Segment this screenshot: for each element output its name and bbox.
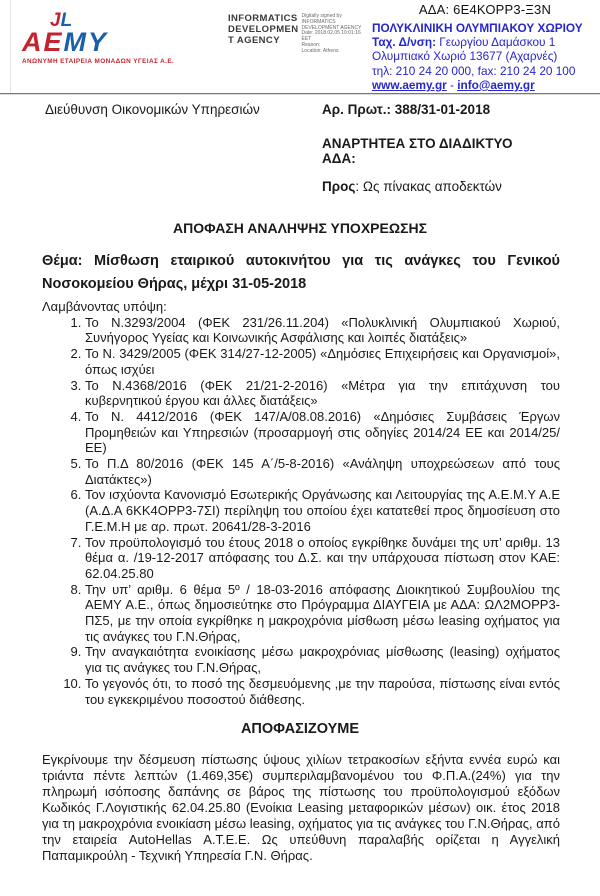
list-item: 2. Το Ν. 3429/2005 (ΦΕΚ 314/27-12-2005) «Δημόσιες Επιχειρήσεις και Οργανισμοί», όπως ισχύει: [85, 346, 560, 377]
list-item: 6. Τον ισχύοντα Κανονισμό Εσωτερικής Οργάνωσης και Λειτουργίας της Α.Ε.Μ.Υ Α.Ε (Α.Δ.Α 6ΚΚ4ΟΡΡ3-7ΣΙ) περίληψη του οποίου έχει κατατεθεί προς δημοσίευση στο Γ.Ε.Μ.Η με αρ. πρωτ. 20641/28-3-2016: [85, 487, 560, 534]
organization-name: ΠΟΛΥΚΛΙΝΙΚΗ ΟΛΥΜΠΙΑΚΟΥ ΧΩΡΙΟΥ: [372, 21, 583, 35]
signature-detail-line: Digitally signed by: [301, 13, 342, 19]
recipients-value: : Ως πίνακας αποδεκτών: [355, 179, 502, 194]
document-title: ΑΠΟΦΑΣΗ ΑΝΑΛΗΨΗΣ ΥΠΟΧΡΕΩΣΗΣ: [173, 220, 427, 236]
recipients-line: [322, 179, 560, 194]
link-separator: -: [446, 77, 458, 92]
aemy-logo: [22, 10, 175, 65]
decision-title: ΑΠΟΦΑΣΙΖΟΥΜΕ: [240, 721, 360, 738]
legal-basis-list: [42, 315, 560, 708]
logo-mark-red: J: [50, 10, 61, 31]
ada-label: ΑΔΑ:: [322, 151, 356, 166]
signature-detail-line: INFORMATICS: [301, 18, 336, 25]
list-item: 9. Την αναγκαιότητα ενοικίασης μέσω μακροχρόνιας μίσθωσης (leasing) οχήματος για τις ανάγκες του Γ.Ν.Θήρας,: [85, 644, 560, 675]
city-line: Ολυμπιακό Χωριό 13677 (Αχαρνές): [372, 49, 558, 64]
header-right-block: [372, 2, 598, 92]
list-item: 8. Την υπ’ αριθμ. 6 θέμα 5º / 18-03-2016 απόφασης Διοικητικού Συμβουλίου της ΑΕΜΥ Α.Ε., όπως δημοσιεύτηκε στο Πρόγραμμα ΔΙΑΥΓΕΙΑ με ΑΔΑ: ΩΛ2ΜΟΡΡ3-ΠΣ5, με την οποία εγκρίθηκε η μακροχρόνια μίσθωση μέσω leasing οχήματος για τις ανάγκες του Γ.Ν.Θήρας,: [85, 582, 560, 645]
signature-agency-line: INFORMATICS: [228, 13, 298, 24]
signature-detail-line: EET: [301, 36, 312, 43]
list-item: 3. Το Ν.4368/2016 (ΦΕΚ 21/21-2-2016) «Μέτρα για την επιτάχυνση του κυβερνητικού έργου και άλλες διατάξεις»: [85, 378, 560, 409]
contact-block: [372, 21, 598, 92]
signature-agency: [228, 13, 299, 55]
considering-label: Λαμβάνοντας υπόψη:: [42, 299, 167, 314]
meta-right-column: [322, 102, 560, 194]
list-item: 1. Το Ν.3293/2004 (ΦΕΚ 231/26.11.204) «Πολυκλινική Ολυμπιακού Χωριού, Συνήγορος Υγείας και Κοινωνικής Ασφάλισης και λοιπές διατάξεις»: [85, 315, 560, 346]
signature-detail-line: Reason:: [301, 41, 321, 48]
document-header: [0, 0, 600, 93]
recipients-label: Προς: [322, 179, 356, 194]
signature-agency-line: DEVELOPMEN: [228, 24, 299, 35]
subject-line: Θέμα: Μίσθωση εταιρικού αυτοκινήτου για τις ανάγκες του Γενικού Νοσοκομείου Θήρας, μέχρι 31-05-2018: [42, 253, 560, 292]
publish-notice: ΑΝΑΡΤΗΤΕΑ ΣΤΟ ΔΙΑΔΙΚΤΥΟ: [322, 136, 513, 151]
list-item: 10. Το γεγονός ότι, το ποσό της δεσμευόμενης ,με την παρούσα, πίστωσης είναι εντός του εγκεκριμένου ποσοστού διάθεσης.: [85, 676, 560, 707]
signature-detail-line: DEVELOPMENT AGENCY: [301, 24, 362, 31]
meta-row: [0, 95, 600, 194]
phone-line: τηλ: 210 24 20 000, fax: 210 24 20 100: [372, 63, 576, 78]
logo-subtitle: ΑΝΩΝΥΜΗ ΕΤΑΙΡΕΙΑ ΜΟΝΑΔΩΝ ΥΓΕΙΑΣ Α.Ε.: [22, 58, 175, 65]
signature-detail-line: Date: 2018.02.05 10:01:16: [301, 30, 361, 37]
postal-address-line: [372, 35, 598, 49]
website-link[interactable]: www.aemy.gr: [372, 77, 447, 92]
aemy-wordmark: [22, 29, 172, 55]
wordmark-red: ΑΕ: [22, 27, 64, 57]
digital-signature-block: [228, 13, 376, 55]
address-value: Γεωργίου Δαμάσκου 1: [436, 35, 556, 50]
decision-body: Εγκρίνουμε την δέσμευση πίστωσης ύψους χιλίων τετρακοσίων εξήντα εννέα ευρώ και τριάντα πέντε λεπτών (1.469,35€) συμπεριλαμβανομένου του Φ.Π.Α.(24%) για την πληρωμή ισόποσης δαπάνης σε βάρος της πίστωσης του προϋπολογισμού εξόδων Κωδικός Γ.Λογιστικής 62.04.25.80 (Ενοίκια Leasing μεταφορικών μέσων) οικ. έτος 2018 για τη μακροχρόνια ενοικίαση μέσω leasing, οχήματος για τις ανάγκες του Γ.Ν.Θήρας, από την εταιρεία AutoHellas Α.Τ.Ε.Ε. Ως υπεύθυνη παραλαβής ορίζεται η Αγγελική Παπαμικρούλη - Τεχνική Υπηρεσία Γ.Ν. Θήρας.: [42, 752, 560, 864]
wordmark-blue: ΜΥ: [63, 27, 109, 57]
ada-number: ΑΔΑ: 6Ε4ΚΟΡΡ3-Ξ3Ν: [418, 2, 552, 17]
protocol-number: Αρ. Πρωτ.: 388/31-01-2018: [322, 102, 491, 117]
list-item: 4. Το Ν. 4412/2016 (ΦΕΚ 147/Α/08.08.2016) «Δημόσιες Συμβάσεις Έργων Προμηθειών και Υπηρεσιών (προσαρμογή στις οδηγίες 2014/24 ΕΕ και 2014/25/ΕΕ): [85, 409, 560, 456]
signature-detail-line: Location: Athens: [301, 47, 339, 54]
logo-mark-blue: L: [60, 10, 73, 31]
signature-agency-line: T AGENCY: [228, 35, 280, 46]
department-name: Διεύθυνση Οικονομικών Υπηρεσιών: [45, 102, 260, 117]
list-item: 5. Το Π.Δ 80/2016 (ΦΕΚ 145 Α΄/5-8-2016) «Ανάληψη υποχρεώσεων από τους Διατάκτες»): [85, 456, 560, 487]
address-label: Ταχ. Δ/νση:: [372, 35, 437, 50]
list-item: 7. Τον προϋπολογισμό του έτους 2018 ο οποίος εγκρίθηκε δυνάμει της υπ’ αριθμ. 13 θέμα α. /19-12-2017 απόφασης του Δ.Σ. και την υπάρχουσα πίστωση στον ΚΑΕ: 62.04.25.80: [85, 535, 560, 582]
links-line: [372, 78, 598, 92]
email-link[interactable]: info@aemy.gr: [457, 77, 535, 92]
signature-details: [302, 13, 362, 55]
